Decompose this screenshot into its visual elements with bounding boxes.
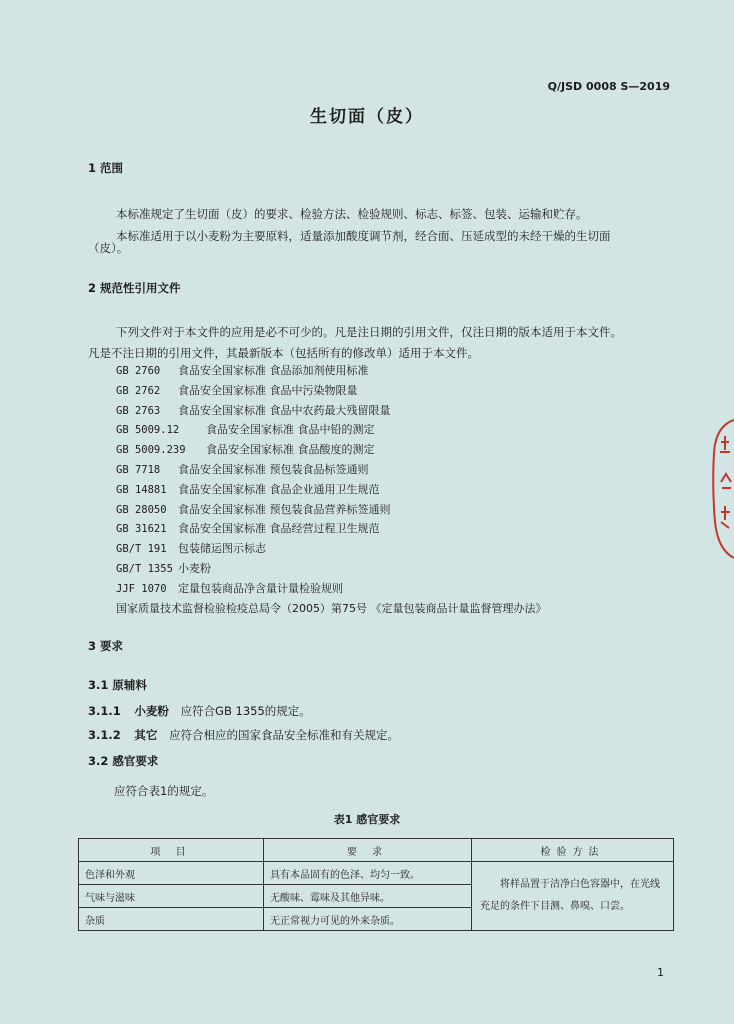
row-requirement: 具有本品固有的色泽、均匀一致。	[264, 862, 472, 885]
reference-title: 食品安全国家标准 食品中污染物限量	[178, 383, 358, 397]
sensory-table	[78, 838, 674, 931]
section-2-para-1b: 凡是不注日期的引用文件，其最新版本（包括所有的修改单）适用于本文件。	[88, 346, 479, 360]
clause-3-1-1-number: 3.1.1	[88, 704, 121, 718]
reference-code: GB 28050	[116, 503, 167, 516]
reference-item	[116, 580, 343, 596]
reference-title: 食品安全国家标准 预包装食品营养标签通则	[178, 502, 391, 516]
table-row	[79, 862, 674, 885]
reference-code: GB 31621	[116, 523, 167, 536]
header-requirement: 要 求	[264, 839, 472, 862]
reference-item	[116, 402, 391, 418]
reference-code: GB 5009.239	[116, 444, 186, 457]
reference-title: 食品安全国家标准 预包装食品标签通则	[178, 463, 369, 476]
reference-item	[116, 362, 369, 378]
seal-stamp	[710, 412, 734, 562]
reference-title: 食品安全国家标准 食品经营过程卫生规范	[178, 522, 380, 536]
reference-title: 食品安全国家标准 食品企业通用卫生规范	[178, 482, 380, 496]
reference-code: GB 2763	[116, 404, 161, 417]
clause-3-1-2-term: 其它	[134, 728, 158, 742]
row-requirement: 无正常视力可见的外来杂质。	[264, 908, 472, 931]
inspection-method: 将样品置于洁净白色容器中，在光线充足的条件下目测、鼻嗅、口尝。	[472, 862, 674, 931]
reference-title: 小麦粉	[178, 562, 211, 575]
row-requirement: 无酸味、霉味及其他异味。	[264, 885, 472, 908]
header-method: 检验方法	[472, 839, 674, 862]
table-1-title: 表1 感官要求	[333, 813, 401, 826]
reference-title: 包装储运图示标志	[178, 542, 266, 556]
clause-3-1-2-number: 3.1.2	[88, 728, 121, 742]
reference-title: 食品安全国家标准 食品酸度的测定	[206, 443, 375, 457]
section-2-para-1a: 下列文件对于本文件的应用是必不可少的。凡是注日期的引用文件，仅注日期的版本适用于本文件。	[116, 325, 622, 339]
reference-item	[116, 481, 380, 497]
reference-code: GB 2762	[116, 384, 161, 397]
reference-code: GB 14881	[116, 483, 167, 496]
row-item: 色泽和外观	[79, 862, 264, 885]
clause-3-1-2-text: 应符合相应的国家食品安全标准和有关规定。	[169, 728, 400, 742]
table-header-row	[79, 839, 674, 862]
reference-code: GB/T 1355	[116, 563, 173, 575]
page-number: 1	[657, 966, 664, 979]
reference-item	[116, 441, 375, 457]
reference-decree: 国家质量技术监督检验检疫总局令（2005）第75号 《定量包装商品计量监督管理办法》	[116, 602, 547, 615]
reference-title: 定量包装商品净含量计量检验规则	[178, 581, 343, 595]
reference-code: GB 5009.12	[116, 424, 180, 437]
reference-code: GB 7718	[116, 464, 161, 476]
standard-number: Q/JSD 0008 S—2019	[547, 80, 670, 93]
reference-code: GB 2760	[116, 365, 161, 377]
section-1-para-2b: （皮）。	[88, 241, 129, 255]
reference-code: JJF 1070	[116, 582, 167, 595]
reference-item	[116, 421, 375, 437]
row-item: 杂质	[79, 908, 264, 931]
reference-item	[116, 501, 391, 517]
reference-item	[116, 461, 369, 477]
reference-title: 食品安全国家标准 食品中农药最大残留限量	[178, 403, 391, 417]
section-3-1-heading: 3.1 原辅料	[88, 678, 147, 692]
row-item: 气味与滋味	[79, 885, 264, 908]
reference-code: GB/T 191	[116, 543, 167, 556]
clause-3-1-1-text: 应符合GB 1355的规定。	[180, 704, 311, 718]
section-3-2-heading: 3.2 感官要求	[88, 754, 159, 768]
section-3-heading: 3 要求	[88, 639, 124, 653]
reference-item	[116, 540, 266, 556]
header-item: 项 目	[79, 839, 264, 862]
reference-item	[116, 382, 358, 398]
document-title: 生切面（皮）	[310, 107, 424, 127]
reference-title: 食品安全国家标准 食品中铅的测定	[206, 423, 375, 437]
reference-title: 食品安全国家标准 食品添加剂使用标准	[178, 364, 369, 377]
clause-3-1-1-term: 小麦粉	[134, 704, 169, 718]
section-1-para-1: 本标准规定了生切面（皮）的要求、检验方法、检验规则、标志、标签、包装、运输和贮存。	[116, 207, 588, 221]
clause-3-1-2	[88, 727, 399, 743]
clause-3-1-1	[88, 703, 311, 719]
section-3-2-text: 应符合表1的规定。	[114, 784, 214, 798]
reference-item	[116, 560, 211, 576]
reference-item	[116, 520, 380, 536]
section-1-para-2a: 本标准适用于以小麦粉为主要原料，适量添加酸度调节剂，经合面、压延成型的未经干燥的生切面	[116, 229, 611, 243]
section-1-heading: 1 范围	[88, 161, 124, 175]
section-2-heading: 2 规范性引用文件	[88, 281, 181, 295]
